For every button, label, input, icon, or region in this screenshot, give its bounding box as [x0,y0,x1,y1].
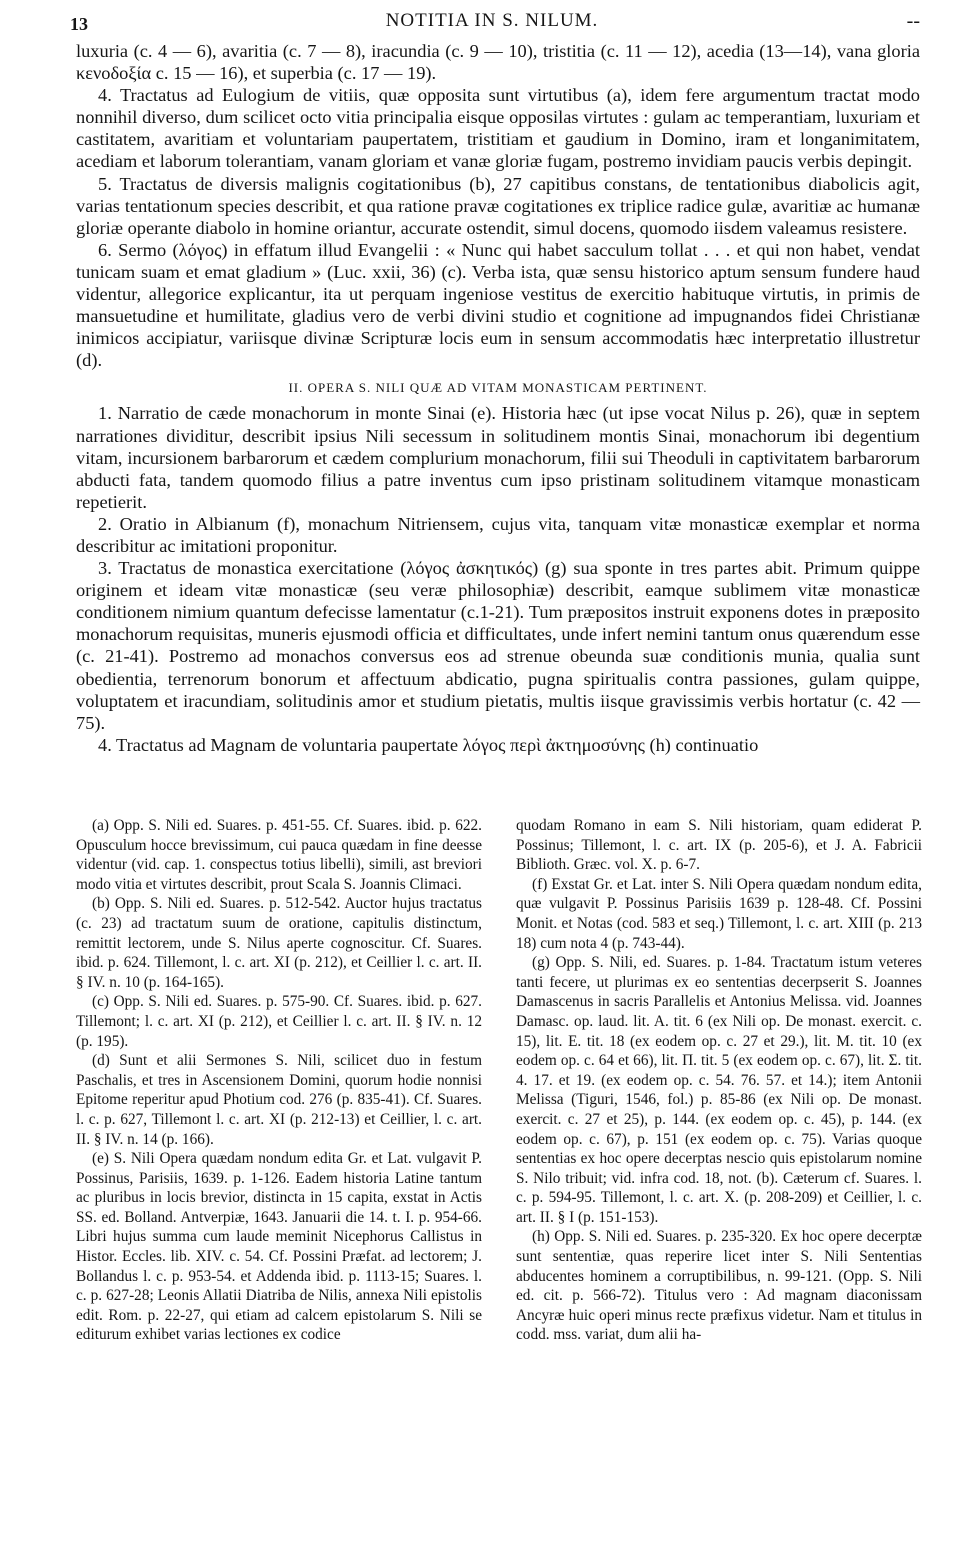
footnote-e: (e) S. Nili Opera quædam nondum edita Gr. et Lat. vulgavit P. Possinus, Parisiis, 1639. p. 1-126. Eadem historia Latine tantum ac pluribus in locis brevior, distincta in 15 capita, exstat in Actis SS. ed. Bolland. Antverpiæ, 1643. Januarii die 14. t. I. p. 954-66. Libri hujus summa cum laude meminit Nicephorus Callistus in Histor. Eccles. lib. XIV. c. 54. Cf. Possini Præfat. ad lectorem; J. Bollandus l. c. p. 953-54. et Addenda ibid. p. 1113-15; Suares. l. c. p. 627-28; Leonis Allatii Diatriba de Nilis, annexa Nili epistolis edit. Rom. p. 22-27, qui etiam ad calcem epistolarum S. Nili se editurum exhibet varias lectiones ex codice [76,1150,482,1344]
footnote-c: (c) Opp. S. Nili ed. Suares. p. 575-90. Cf. Suares. ibid. p. 627. Tillemont; l. c. art. XI (p. 212), et Ceillier l. c. art. II. § IV. n. 12 (p. 195). [76,993,482,1050]
footnotes [76,816,922,1345]
paragraph-narratio-sinai: 1. Narratio de cæde monachorum in monte Sinai (e). Historia hæc (ut ipse vocat Nilus p. 26), quæ in septem narrationes dividitur, describit ipsius Nili secessum in solitudinem montis Sinai, monachorum ibi degentium vitam, incursionem barbarorum et cædem complurium monachorum, filii sui Theoduli in captivitatem barbarorum abducti fata, tandem quomodo filius a patre inventus cum ipso pristinam solitudinem vitamque monasticam repetierit. [76,403,920,512]
footnote-f: (f) Exstat Gr. et Lat. inter S. Nili Opera quædam nondum edita, quæ vulgavit P. Possinus Parisiis 1639 p. 128-48. Cf. Possini Monit. et Notas (cod. 583 et seq.) Tillemont, l. c. art. XIII (p. 213 18) cum nota 4 (p. 743-44). [516,875,922,952]
paragraph-tractatus-paupertate: 4. Tractatus ad Magnam de voluntaria paupertate λόγος περὶ ἀκτημοσύνης (h) continuatio [98,734,759,755]
paragraph-tractatus-monastica: 3. Tractatus de monastica exercitatione (λόγος ἀσκητικός) (g) sua sponte in tres partes abit. Primum quippe originem et ideam vitæ monasticæ (seu veræ philosophiæ) describit, eamque sublimem vitæ monasticæ conditionem nimium quantum defecisse lamentatur (c.1-21). Tum præpositos instruit exponens dotes in præposito monachorum requisitas, muneris ejusmodi officia et difficultates, unde infert nemini tantum onus quærendum esse (c. 21-41). Postremo ad monachos conversus eos ad strenue obeunda suæ conditionis munia, qualia sunt obedientia, terrenorum bonorum et affectuum abdicatio, pugna spiritualis contra passiones, gulam quippe, voluptatem et iracundiam, solitudinis amor et studium pietatis, multis iisque gravissimis verbis hortatur (c. 42 — 75). [76,558,920,733]
paragraph-sermo-evangelii: 6. Sermo (λόγος) in effatum illud Evangelii : « Nunc qui habet sacculum tollat . . . et qui non habet, vendat tunicam suam et emat gladium » (Luc. xxii, 36) (c). Verba ista, quæ sensu historico aptum sensum fundere haud videntur, allegorice explicantur, ita ut perquam ingeniose vestitus de exercitio habituque virtutis, in primis de mansuetudine et humilitate, gladius vero de verbi divini studio et cognitione ad impugnandos fidei Christianæ inimicos accipiatur, variisque divinæ Scripturæ locis eum in sensum accommodatis hæc interpretatio illustretur (d). [76,239,920,371]
footnote-d: (d) Sunt et alii Sermones S. Nili, scilicet duo in festum Paschalis, et tres in Ascensionem Domini, quorum hodie nonnisi Epitome reperitur apud Photium cod. 276 (p. 835-41). Cf. Suares. l. c. p. 627, Tillemont l. c. art. XI (p. 212-13) et Ceillier, l. c. art. II. § IV. n. 14 (p. 166). [76,1052,482,1148]
section-heading: II. OPERA S. NILI QUÆ AD VITAM MONASTICAM PERTINENT. [288,380,708,396]
paragraph-vices-list: luxuria (c. 4 — 6), avaritia (c. 7 — 8), iracundia (c. 9 — 10), tristitia (c. 11 — 12), acedia (13—14), vana gloria κενοδοξία c. 15 — 16), et superbia (c. 17 — 19). [76,41,920,84]
running-header [64,8,920,40]
page [64,8,920,756]
footnote-a: (a) Opp. S. Nili ed. Suares. p. 451-55. Cf. Suares. ibid. p. 622. Opusculum hocce brevissimum, cui pauca quædam in fine deesse videntur (vid. cap. 1. conspectus totius libelli), simili, ast breviori modo vitia et virtutes describit, prout Scala S. Joannis Climaci. [76,817,482,893]
header-mark: -- [906,10,920,32]
paragraph-tractatus-cogitationibus: 5. Tractatus de diversis malignis cogitationibus (b), 27 capitibus constans, de tentationibus diabolicis agit, varias tentationum species describit, et qua ratione pravæ cogitationes ex triplice radice gulæ, avaritiæ ac humanæ gloriæ operante diabolo in homine oriantur, accurate ostendit, simul docens, quomodo iisdem valeamus resistere. [76,173,920,238]
paragraph-tractatus-eulogium: 4. Tractatus ad Eulogium de vitiis, quæ opposita sunt virtutibus (a), idem fere argumentum tractat modo nonnihil diverso, dum scilicet octo vitia principalia eisque opposilas virtutes : gulam ac temperantiam, luxuriam et castitatem, avaritiam et voluntariam paupertatem, tristitiam et gaudium in Domino, iram et longanimitatem, acediam et laborum tolerantiam, vanam gloriam et vanæ gloriæ fugam, postremo invidiam paucis verbis depingit. [76,85,920,172]
footnote-g: (g) Opp. S. Nili, ed. Suares. p. 1-84. Tractatum istum veteres tanti fecere, ut plurimas ex eo sententias decerpserit S. Joannes Damascenus in sacris Parallelis et Antonius Melissa. vid. Joannes Damasc. op. laud. lit. A. tit. 6 (ex Nili op. De monast. exercit. c. 15), lit. E. tit. 18 (ex eodem op. c. 27 et 29.), lit. M. tit. 10 (ex eodem op. c. 64 et 66), lit. Π. tit. 5 (ex eodem op. c. 67), lit. Σ. tit. 4. 17. et 19. (ex eodem op. c. 54. 76. 57. et 14.); item Antonii Melissa (Tiguri, 1546, fol.) p. 85-86 (ex Nili op. De monast. exercit. c. 27 et 25), p. 144. (ex eodem op. c. 45), p. 144. (ex eodem op. c. 67), p. 151 (ex eodem op. c. 75). Varias quoque sententias ex hoc opere decerptas nescio quis epistolarum nomine S. Nilo tribuit; vid. infra cod. 18, not. (b). Cæterum cf. Suares. l. c. p. 594-95. Tillemont, l. c. art. X. (p. 208-209) et Ceillier, l. c. art. II. § I (p. 151-153). [516,954,922,1226]
page-number: 13 [70,14,88,34]
footnotes-right-column [516,816,922,1345]
running-title: NOTITIA IN S. NILUM. [385,10,599,31]
footnote-e-continued: quodam Romano in eam S. Nili historiam, quam ediderat P. Possinus; Tillemont, l. c. art. IX (p. 205-6), et J. A. Fabricii Biblioth. Græc. vol. X. p. 6-7. [516,817,922,874]
footnotes-left-column [76,816,482,1345]
paragraph-oratio-albianum: 2. Oratio in Albianum (f), monachum Nitriensem, cujus vita, tanquam vitæ monasticæ exemplar et norma describitur ac imitationi proponitur. [76,513,920,556]
footnote-h: (h) Opp. S. Nili ed. Suares. p. 235-320. Ex hoc opere decerptæ sunt sententiæ, quas reperire licet inter S. Nili Sententias abducentes hominem a corruptibilibus, n. 99-121. (Opp. S. Nili ed. cit. p. 566-72). Titulus vero : Ad magnam diaconissam Ancyræ huic operi minus recte præfixus videtur. Nam et titulus in codd. mss. variat, dum alii ha- [516,1228,922,1344]
footnote-b: (b) Opp. S. Nili ed. Suares. p. 512-542. Auctor hujus tractatus (c. 23) ad tractatum suum de oratione, capitulis distinctum, remittit lectorem, unde S. Nilus aperte cognoscitur. Cf. Suares. ibid. p. 624. Tillemont, l. c. art. XI (p. 212), et Ceillier l. c. art. II. § IV. n. 10 (p. 164-165). [76,895,482,991]
main-text [64,40,920,756]
